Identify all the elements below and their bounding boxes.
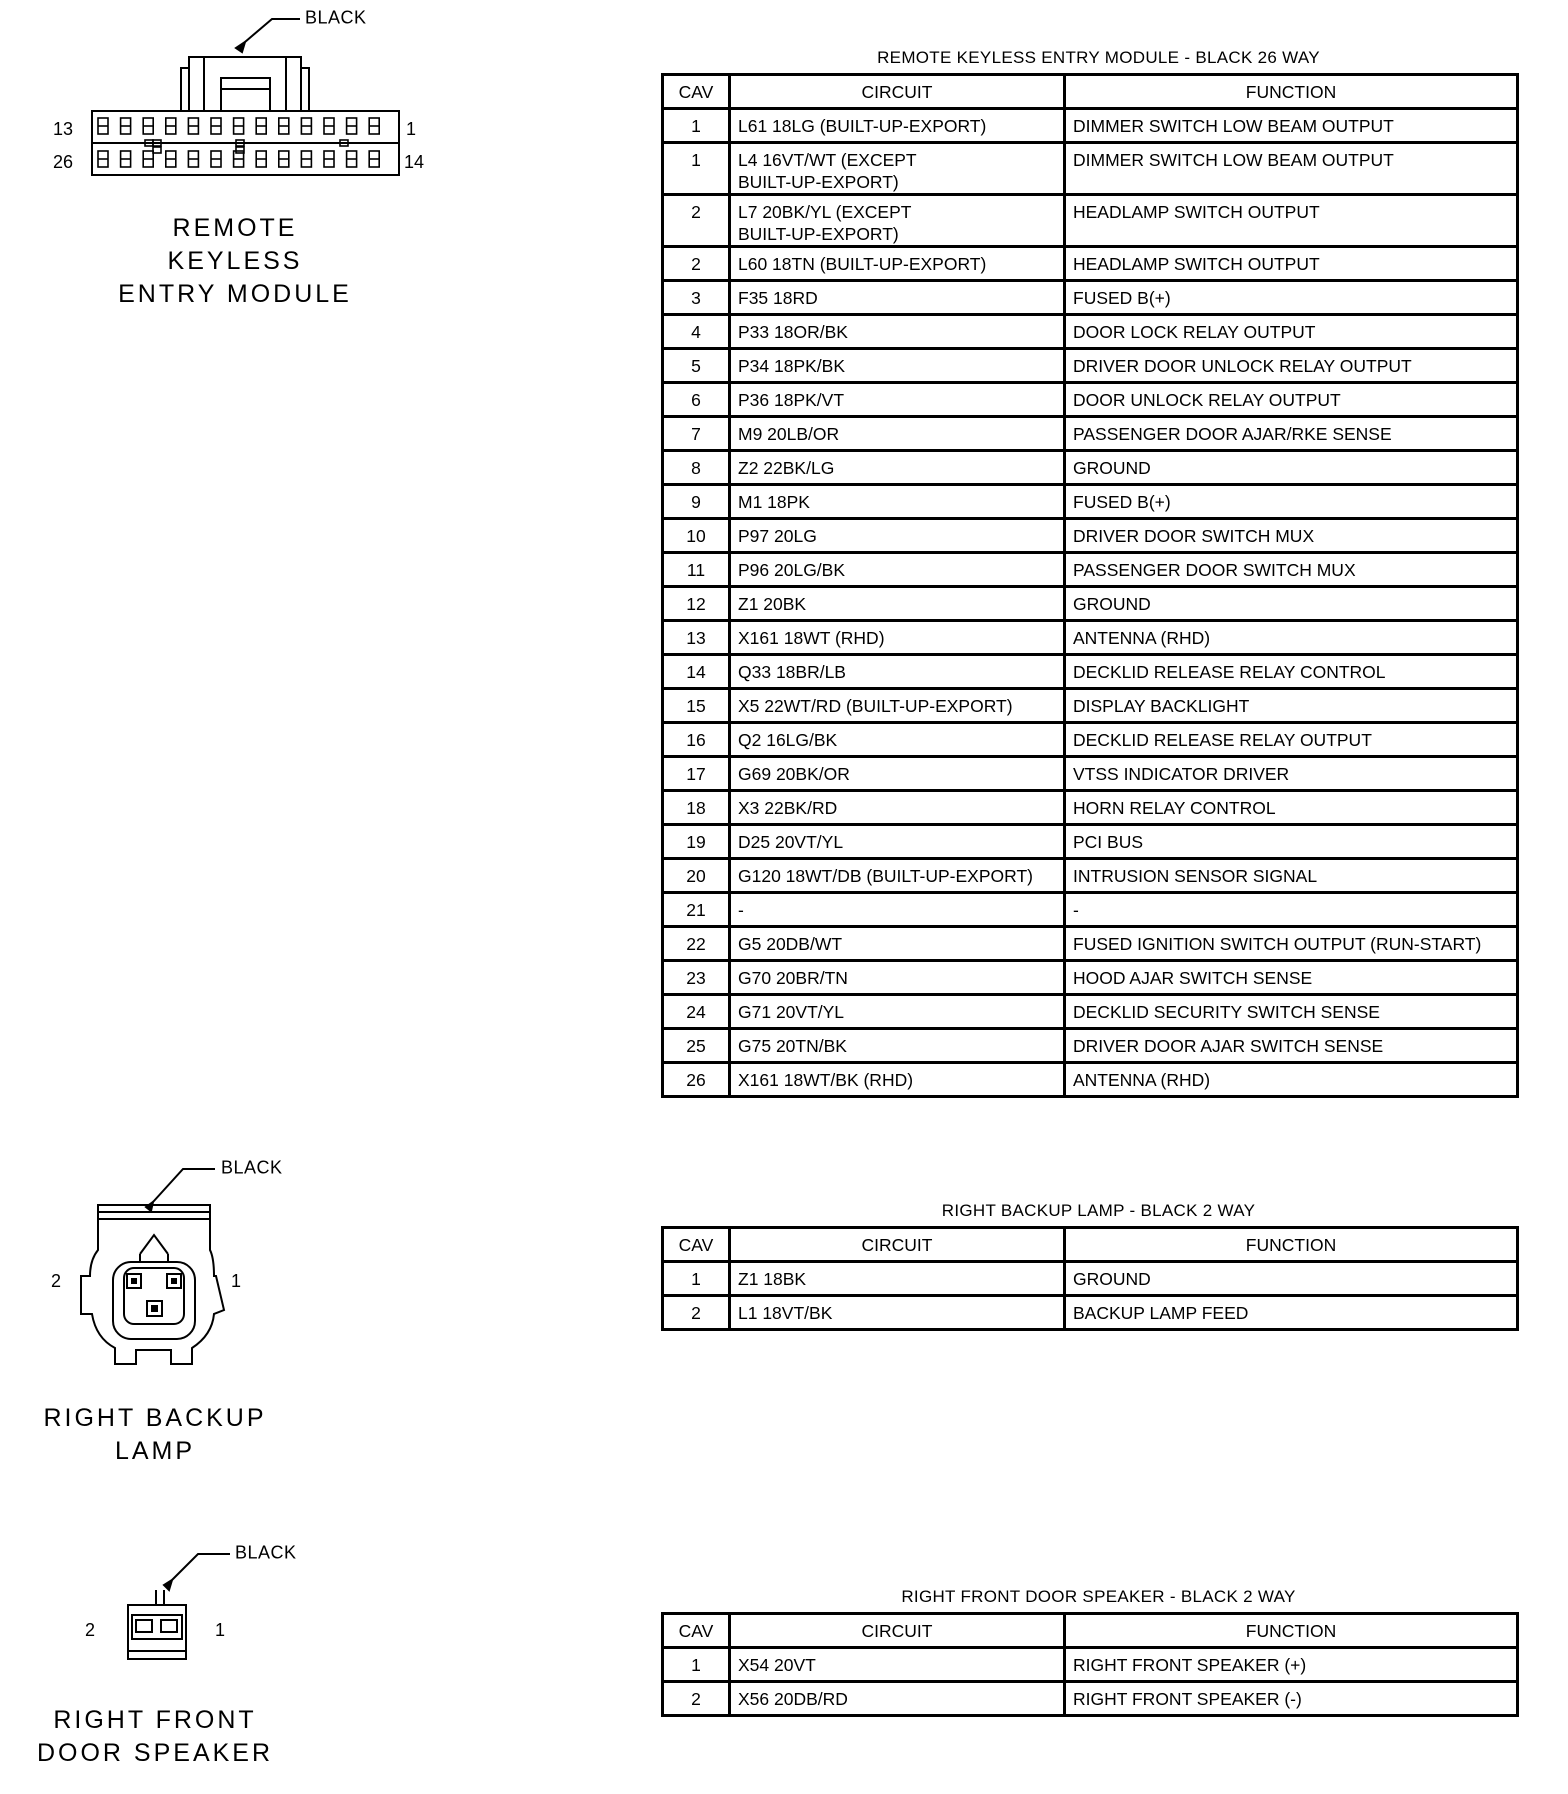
circuit-cell: G75 20TN/BK xyxy=(730,1029,1065,1063)
function-cell: DECKLID RELEASE RELAY OUTPUT xyxy=(1065,723,1518,757)
keying-mark xyxy=(153,147,161,153)
cav-cell: 18 xyxy=(663,791,730,825)
function-cell: DIMMER SWITCH LOW BEAM OUTPUT xyxy=(1065,143,1518,195)
rke-callout-label: BLACK xyxy=(305,6,367,28)
table-title: REMOTE KEYLESS ENTRY MODULE - BLACK 26 WAY xyxy=(877,48,1320,67)
table-row xyxy=(663,109,1518,143)
table-row xyxy=(663,893,1518,927)
cav-cell: 1 xyxy=(663,109,730,143)
function-cell: VTSS INDICATOR DRIVER xyxy=(1065,757,1518,791)
circuit-cell: X5 22WT/RD (BUILT-UP-EXPORT) xyxy=(730,689,1065,723)
function-cell: PCI BUS xyxy=(1065,825,1518,859)
circuit-cell: P97 20LG xyxy=(730,519,1065,553)
circuit-cell: L1 18VT/BK xyxy=(730,1296,1065,1330)
circuit-cell: D25 20VT/YL xyxy=(730,825,1065,859)
table-row xyxy=(663,195,1518,247)
function-cell: DRIVER DOOR UNLOCK RELAY OUTPUT xyxy=(1065,349,1518,383)
cav-cell: 23 xyxy=(663,961,730,995)
function-cell: ANTENNA (RHD) xyxy=(1065,621,1518,655)
cav-cell: 24 xyxy=(663,995,730,1029)
cav-cell: 2 xyxy=(663,247,730,281)
function-cell: DRIVER DOOR AJAR SWITCH SENSE xyxy=(1065,1029,1518,1063)
rke-pin-label-13: 13 xyxy=(53,119,74,139)
circuit-cell: Q2 16LG/BK xyxy=(730,723,1065,757)
pinout-table xyxy=(661,1226,1519,1331)
circuit-cell: X54 20VT xyxy=(730,1648,1065,1682)
table-row xyxy=(663,315,1518,349)
cav-cell: 25 xyxy=(663,1029,730,1063)
door-speaker-pin-label-2: 2 xyxy=(85,1620,96,1640)
cav-cell: 5 xyxy=(663,349,730,383)
circuit-cell: G71 20VT/YL xyxy=(730,995,1065,1029)
table-row xyxy=(663,723,1518,757)
function-header: FUNCTION xyxy=(1065,1614,1518,1648)
function-cell: DECKLID RELEASE RELAY CONTROL xyxy=(1065,655,1518,689)
table-row xyxy=(663,143,1518,195)
table-row xyxy=(663,417,1518,451)
circuit-cell: G69 20BK/OR xyxy=(730,757,1065,791)
table-row xyxy=(663,1029,1518,1063)
circuit-cell: P34 18PK/BK xyxy=(730,349,1065,383)
circuit-header: CIRCUIT xyxy=(730,75,1065,109)
cav-cell: 22 xyxy=(663,927,730,961)
cav-header: CAV xyxy=(663,1614,730,1648)
pinout-table xyxy=(661,1612,1519,1717)
table-row xyxy=(663,825,1518,859)
table-title: RIGHT BACKUP LAMP - BLACK 2 WAY xyxy=(941,1201,1256,1220)
cav-cell: 7 xyxy=(663,417,730,451)
function-cell: FUSED B(+) xyxy=(1065,485,1518,519)
function-cell: HEADLAMP SWITCH OUTPUT xyxy=(1065,195,1518,247)
circuit-cell: M1 18PK xyxy=(730,485,1065,519)
cav-cell: 1 xyxy=(663,1648,730,1682)
table-row xyxy=(663,451,1518,485)
table-row xyxy=(663,961,1518,995)
table-row xyxy=(663,349,1518,383)
circuit-cell: P36 18PK/VT xyxy=(730,383,1065,417)
cav-cell: 13 xyxy=(663,621,730,655)
circuit-cell: Z1 20BK xyxy=(730,587,1065,621)
table-header-row xyxy=(663,1614,1518,1648)
function-cell: DRIVER DOOR SWITCH MUX xyxy=(1065,519,1518,553)
function-cell: GROUND xyxy=(1065,1262,1518,1296)
circuit-cell: G70 20BR/TN xyxy=(730,961,1065,995)
table-row xyxy=(663,553,1518,587)
door-speaker-callout-label: BLACK xyxy=(235,1541,297,1563)
circuit-cell: - xyxy=(730,893,1065,927)
circuit-cell: X161 18WT/BK (RHD) xyxy=(730,1063,1065,1097)
cav-cell: 26 xyxy=(663,1063,730,1097)
table-row xyxy=(663,1682,1518,1716)
cav-cell: 3 xyxy=(663,281,730,315)
table-title: RIGHT FRONT DOOR SPEAKER - BLACK 2 WAY xyxy=(901,1587,1296,1606)
circuit-cell: L60 18TN (BUILT-UP-EXPORT) xyxy=(730,247,1065,281)
table-row xyxy=(663,791,1518,825)
door-speaker-caption: RIGHT FRONT DOOR SPEAKER xyxy=(36,1706,274,1767)
backup-lamp-pin-label-1: 1 xyxy=(231,1271,242,1291)
rke-module-pinout xyxy=(661,43,1516,1098)
cav-header: CAV xyxy=(663,1228,730,1262)
circuit-cell: M9 20LB/OR xyxy=(730,417,1065,451)
table-row xyxy=(663,281,1518,315)
function-cell: BACKUP LAMP FEED xyxy=(1065,1296,1518,1330)
backup-lamp-pinout xyxy=(661,1196,1516,1331)
pinout-table xyxy=(661,73,1519,1098)
circuit-cell: L7 20BK/YL (EXCEPT BUILT-UP-EXPORT) xyxy=(730,195,1065,247)
table-header-row xyxy=(663,1228,1518,1262)
rke-pin-label-1: 1 xyxy=(406,119,417,139)
rke-pin-label-14: 14 xyxy=(404,152,425,172)
circuit-header: CIRCUIT xyxy=(730,1228,1065,1262)
circuit-cell: Q33 18BR/LB xyxy=(730,655,1065,689)
circuit-cell: P33 18OR/BK xyxy=(730,315,1065,349)
cav-cell: 15 xyxy=(663,689,730,723)
table-row xyxy=(663,621,1518,655)
rke-pin-label-26: 26 xyxy=(53,152,74,172)
function-cell: ANTENNA (RHD) xyxy=(1065,1063,1518,1097)
backup-lamp-pin-label-2: 2 xyxy=(51,1271,62,1291)
cav-cell: 21 xyxy=(663,893,730,927)
table-row xyxy=(663,655,1518,689)
table-row xyxy=(663,383,1518,417)
circuit-cell: X161 18WT (RHD) xyxy=(730,621,1065,655)
cav-cell: 16 xyxy=(663,723,730,757)
table-row xyxy=(663,1063,1518,1097)
cav-cell: 6 xyxy=(663,383,730,417)
circuit-cell: X3 22BK/RD xyxy=(730,791,1065,825)
backup-lamp-callout-label: BLACK xyxy=(221,1156,283,1178)
circuit-cell: X56 20DB/RD xyxy=(730,1682,1065,1716)
function-cell: DOOR UNLOCK RELAY OUTPUT xyxy=(1065,383,1518,417)
table-row xyxy=(663,1648,1518,1682)
table-row xyxy=(663,995,1518,1029)
rke-connector-caption: REMOTE KEYLESS ENTRY MODULE xyxy=(118,214,352,308)
function-header: FUNCTION xyxy=(1065,1228,1518,1262)
circuit-cell: L4 16VT/WT (EXCEPT BUILT-UP-EXPORT) xyxy=(730,143,1065,195)
cav-cell: 8 xyxy=(663,451,730,485)
function-cell: RIGHT FRONT SPEAKER (+) xyxy=(1065,1648,1518,1682)
table-row xyxy=(663,519,1518,553)
function-cell: HORN RELAY CONTROL xyxy=(1065,791,1518,825)
cav-cell: 20 xyxy=(663,859,730,893)
function-cell: HOOD AJAR SWITCH SENSE xyxy=(1065,961,1518,995)
circuit-cell: P96 20LG/BK xyxy=(730,553,1065,587)
function-cell: PASSENGER DOOR AJAR/RKE SENSE xyxy=(1065,417,1518,451)
table-row xyxy=(663,859,1518,893)
keying-mark xyxy=(236,147,244,153)
cav-cell: 4 xyxy=(663,315,730,349)
function-cell: GROUND xyxy=(1065,451,1518,485)
table-row xyxy=(663,689,1518,723)
circuit-cell: G120 18WT/DB (BUILT-UP-EXPORT) xyxy=(730,859,1065,893)
function-cell: FUSED B(+) xyxy=(1065,281,1518,315)
function-cell: DISPLAY BACKLIGHT xyxy=(1065,689,1518,723)
cav-cell: 9 xyxy=(663,485,730,519)
function-cell: RIGHT FRONT SPEAKER (-) xyxy=(1065,1682,1518,1716)
cav-cell: 1 xyxy=(663,1262,730,1296)
function-cell: INTRUSION SENSOR SIGNAL xyxy=(1065,859,1518,893)
cav-cell: 12 xyxy=(663,587,730,621)
circuit-cell: L61 18LG (BUILT-UP-EXPORT) xyxy=(730,109,1065,143)
cav-cell: 1 xyxy=(663,143,730,195)
door-speaker-pinout xyxy=(661,1582,1516,1717)
cav-cell: 10 xyxy=(663,519,730,553)
circuit-cell: Z1 18BK xyxy=(730,1262,1065,1296)
table-row xyxy=(663,587,1518,621)
cav-cell: 14 xyxy=(663,655,730,689)
table-row xyxy=(663,927,1518,961)
table-row xyxy=(663,247,1518,281)
function-header: FUNCTION xyxy=(1065,75,1518,109)
circuit-header: CIRCUIT xyxy=(730,1614,1065,1648)
circuit-cell: F35 18RD xyxy=(730,281,1065,315)
function-cell: DECKLID SECURITY SWITCH SENSE xyxy=(1065,995,1518,1029)
circuit-cell: Z2 22BK/LG xyxy=(730,451,1065,485)
function-cell: - xyxy=(1065,893,1518,927)
cav-cell: 2 xyxy=(663,195,730,247)
table-row xyxy=(663,757,1518,791)
door-speaker-connector xyxy=(0,1535,300,1794)
table-row xyxy=(663,1262,1518,1296)
backup-lamp-connector xyxy=(0,1150,300,1480)
function-cell: PASSENGER DOOR SWITCH MUX xyxy=(1065,553,1518,587)
cav-header: CAV xyxy=(663,75,730,109)
cav-cell: 19 xyxy=(663,825,730,859)
table-row xyxy=(663,485,1518,519)
function-cell: DOOR LOCK RELAY OUTPUT xyxy=(1065,315,1518,349)
table-row xyxy=(663,1296,1518,1330)
table-header-row xyxy=(663,75,1518,109)
door-speaker-pin-label-1: 1 xyxy=(215,1620,226,1640)
rke-module-connector xyxy=(0,0,460,308)
circuit-cell: G5 20DB/WT xyxy=(730,927,1065,961)
cav-cell: 11 xyxy=(663,553,730,587)
cav-cell: 17 xyxy=(663,757,730,791)
cav-cell: 2 xyxy=(663,1296,730,1330)
backup-lamp-caption: RIGHT BACKUP LAMP xyxy=(43,1404,267,1465)
function-cell: HEADLAMP SWITCH OUTPUT xyxy=(1065,247,1518,281)
function-cell: FUSED IGNITION SWITCH OUTPUT (RUN-START) xyxy=(1065,927,1518,961)
function-cell: GROUND xyxy=(1065,587,1518,621)
cav-cell: 2 xyxy=(663,1682,730,1716)
function-cell: DIMMER SWITCH LOW BEAM OUTPUT xyxy=(1065,109,1518,143)
